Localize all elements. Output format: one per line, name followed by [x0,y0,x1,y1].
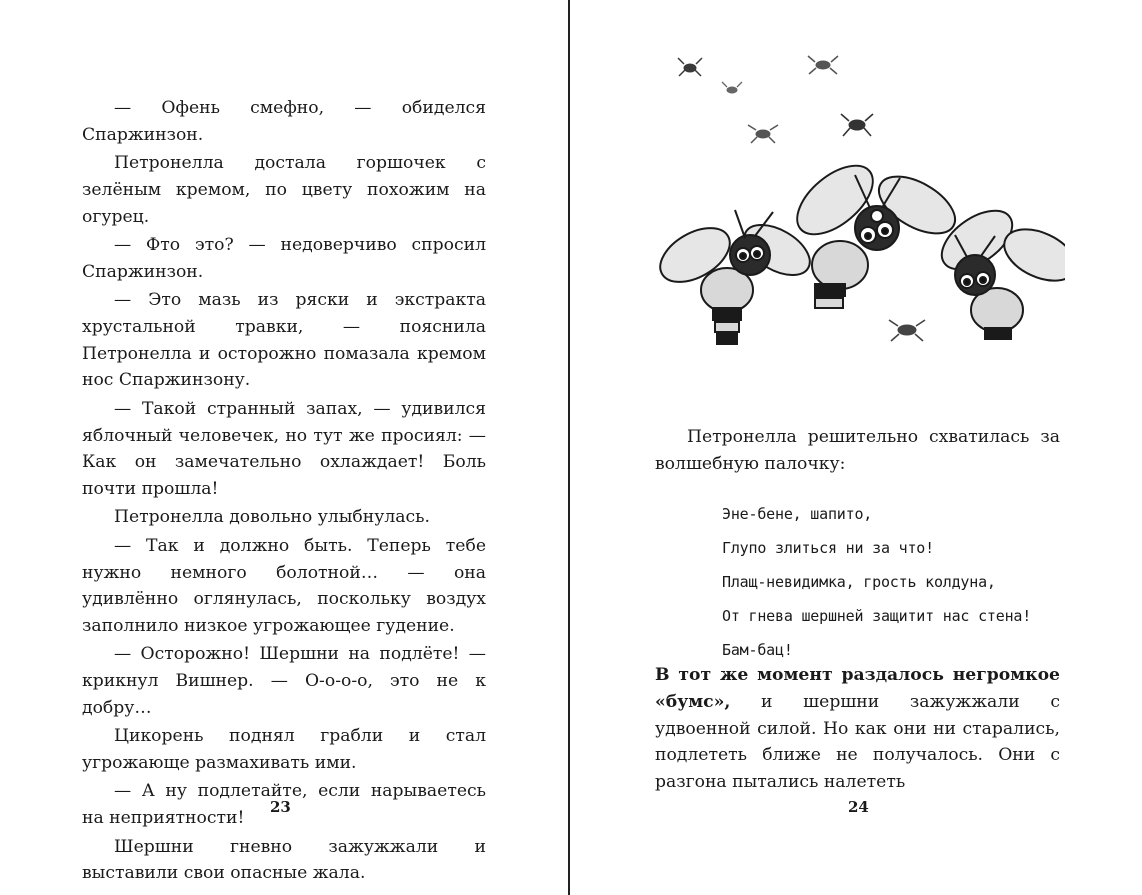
paragraph: — Фто это? — недоверчиво спросил Спаржинзон. [82,234,486,282]
spell-poem [722,497,1062,667]
paragraph: Петронелла довольно улыбнулась. [114,507,430,528]
poem-line: Бам-бац! [722,641,793,659]
small-insect-icon [678,58,702,76]
paragraph: Петронелла достала горшочек с зелёным кремом, по цвету похожим на огурец. [82,153,486,227]
closing-rest: и шершни зажужжали с удвоенной силой. Но как они ни старались, подлететь ближе не получалось. Они с разгона пытались налететь [655,691,1060,793]
poem-line: Эне-бене, шапито, [722,505,873,523]
small-insect-icon [722,82,742,93]
paragraph: — Осторожно! Шершни на подлёте! — крикнул Вишнер. — О-о-о-о, это не к добру… [82,644,486,719]
left-page-text [82,95,486,889]
paragraph: — Это мазь из ряски и экстракта хрустальной травки, — пояснила Петронелла и осторожно помазала кремом нос Спаржинзону. [82,290,486,391]
small-insect-icon [841,114,873,136]
small-insect-icon [808,56,838,74]
poem-line: Глупо злиться ни за что! [722,539,934,557]
paragraph: Петронелла решительно схватилась за волшебную палочку: [655,427,1060,474]
paragraph: — Такой странный запах, — удивился яблочный человечек, но тут же просиял: — Как он замечательно охлаждает! Боль почти прошла! [82,398,486,500]
left-page [0,0,568,895]
small-insect-icon [748,125,778,143]
closing-lead: В тот же момент раздалось негромкое «бумс», [655,665,1060,712]
right-page [570,0,1142,895]
paragraph: — А ну подлетайте, если нарываетесь на неприятности! [82,781,486,829]
right-page-intro [655,424,1060,479]
paragraph: — Так и должно быть. Теперь тебе нужно немного болотной… — она удивлённо оглянулась, поскольку воздух заполнило низкое угрожающее гудение. [82,535,486,637]
page-number-left: 23 [270,798,291,816]
poem-line: От гнева шершней защитит нас стена! [722,607,1032,625]
right-page-closing [655,662,1060,796]
page-number-right: 24 [848,798,869,816]
small-insect-icon [889,320,925,341]
paragraph: Цикорень поднял грабли и стал угрожающе размахивать ими. [82,726,486,774]
hornet-icon [655,210,818,344]
hornets-illustration [655,40,1065,390]
hornet-icon [785,153,964,308]
poem-line: Плащ-невидимка, грость колдуна, [722,573,996,591]
paragraph: Шершни гневно зажужжали и выставили свои опасные жала. [82,836,486,884]
paragraph: — Офень смефно, — обиделся Спаржинзон. [82,98,486,145]
